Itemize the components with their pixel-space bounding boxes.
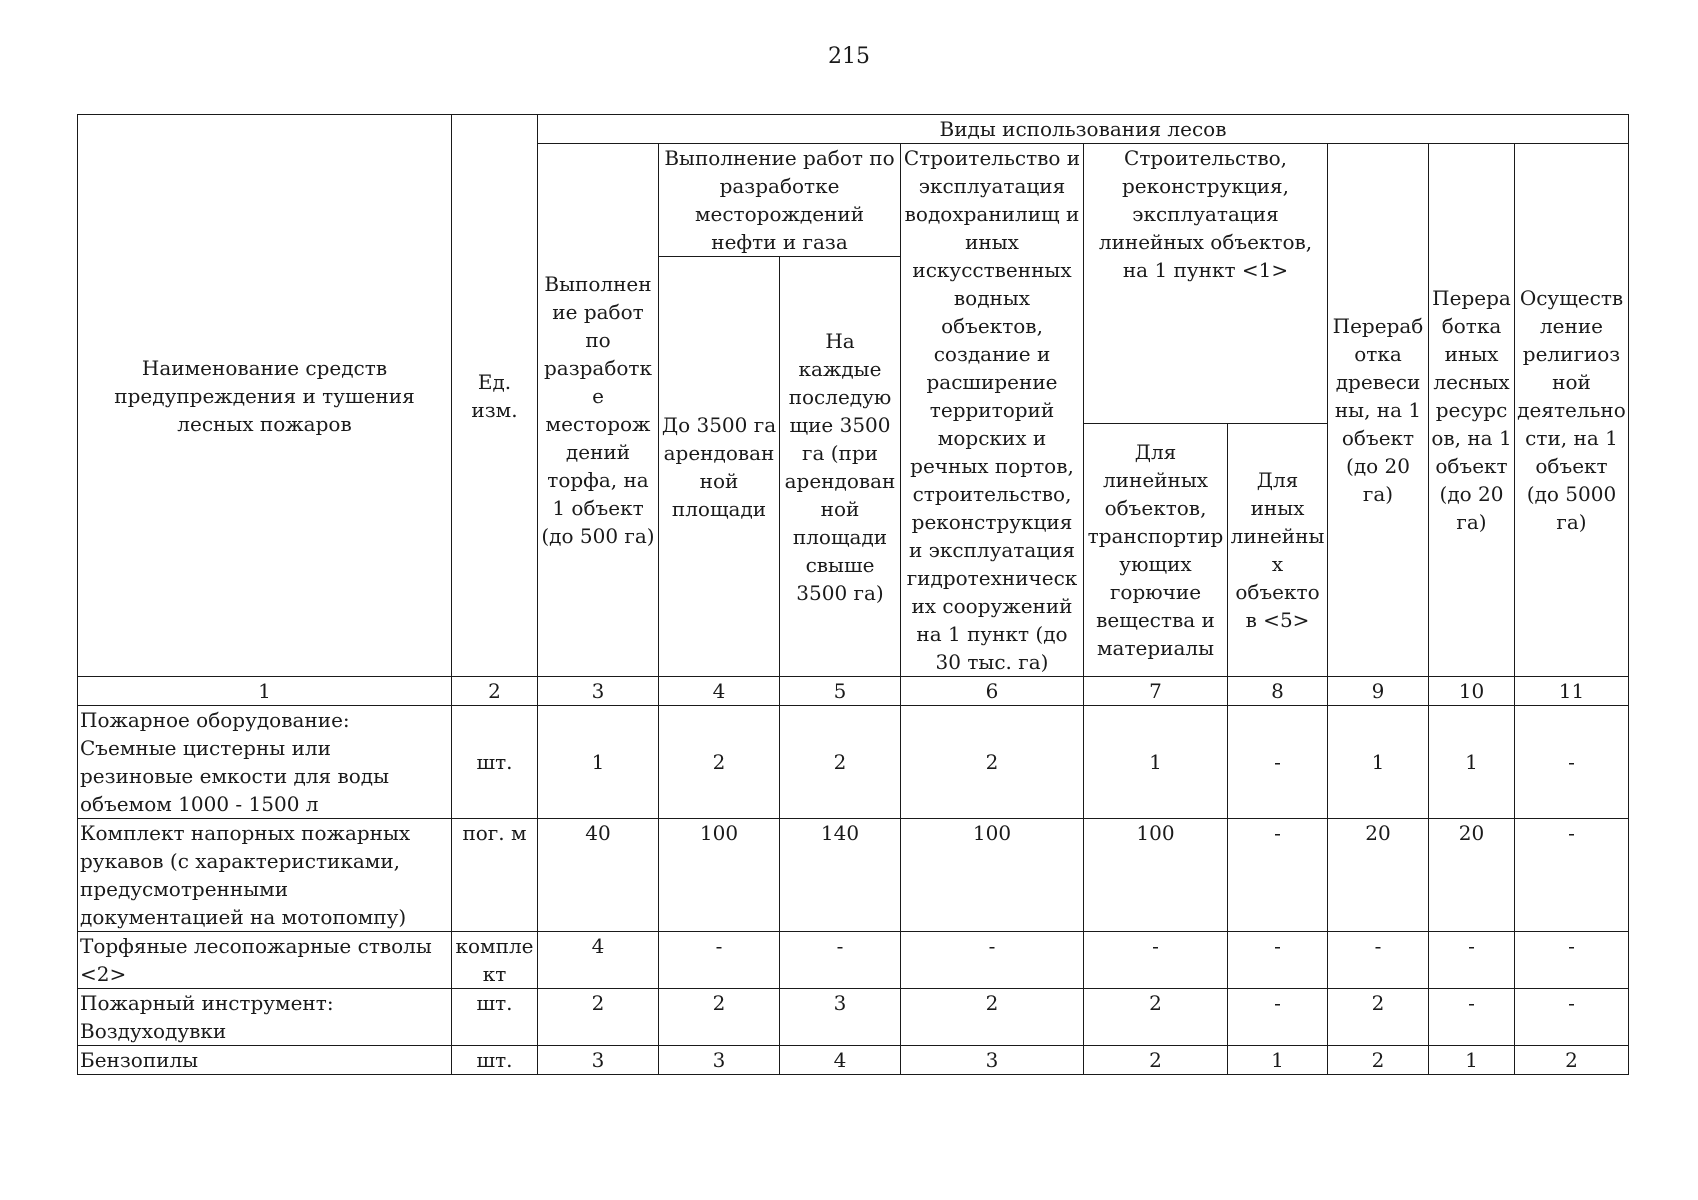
header-oilgas-group: Выполнение работ по разработке месторождений нефти и газа <box>659 144 901 257</box>
table-row <box>78 819 1629 932</box>
row-value: 40 <box>538 819 659 932</box>
row-value: 2 <box>1084 1046 1228 1075</box>
page-number: 215 <box>828 44 870 69</box>
row-value: 2 <box>1328 989 1429 1046</box>
row-name: Пожарный инструмент: Воздуходувки <box>78 989 452 1046</box>
row-value: 4 <box>538 932 659 989</box>
row-value: 2 <box>901 989 1084 1046</box>
row-value: 3 <box>538 1046 659 1075</box>
row-value: 1 <box>1084 706 1228 819</box>
row-value: - <box>1228 819 1328 932</box>
row-value: 100 <box>901 819 1084 932</box>
header-name-column: Наименование средств предупреждения и тушения лесных пожаров <box>78 115 452 677</box>
row-value: 1 <box>538 706 659 819</box>
column-number: 4 <box>659 677 780 706</box>
column-number: 10 <box>1429 677 1515 706</box>
row-value: - <box>780 932 901 989</box>
column-number: 6 <box>901 677 1084 706</box>
column-number: 3 <box>538 677 659 706</box>
table-row <box>78 989 1629 1046</box>
row-name: Комплект напорных пожарных рукавов (с характеристиками, предусмотренными документацией на мотопомпу) <box>78 819 452 932</box>
column-number: 1 <box>78 677 452 706</box>
header-unit-column: Ед. изм. <box>452 115 538 677</box>
table-row <box>78 706 1629 819</box>
column-number: 8 <box>1228 677 1328 706</box>
row-value: 2 <box>1328 1046 1429 1075</box>
column-number-row <box>78 677 1629 706</box>
header-col6: Строительство и эксплуатация водохранилищ и иных искусственных водных объектов, создание и расширение территорий морских и речных портов, строительство, реконструкция и эксплуатация гидротехнических сооружений на 1 пункт (до 30 тыс. га) <box>901 144 1084 677</box>
row-value: 3 <box>901 1046 1084 1075</box>
header-col5: На каждые последующие 3500 га (при арендованной площади свыше 3500 га) <box>780 257 901 677</box>
row-value: - <box>1429 932 1515 989</box>
row-value: 20 <box>1328 819 1429 932</box>
table-row <box>78 1046 1629 1075</box>
row-value: 100 <box>1084 819 1228 932</box>
row-value: 2 <box>659 989 780 1046</box>
header-col3: Выполнение работ по разработке месторождений торфа, на 1 объект (до 500 га) <box>538 144 659 677</box>
header-col9: Переработка древесины, на 1 объект (до 20 га) <box>1328 144 1429 677</box>
row-value: - <box>1429 989 1515 1046</box>
row-value: 1 <box>1429 1046 1515 1075</box>
header-linear-group: Строительство, реконструкция, эксплуатация линейных объектов, на 1 пункт <1> <box>1084 144 1328 424</box>
row-value: - <box>901 932 1084 989</box>
row-value: 2 <box>901 706 1084 819</box>
row-name: Торфяные лесопожарные стволы <2> <box>78 932 452 989</box>
column-number: 11 <box>1515 677 1629 706</box>
header-col8: Для иных линейных объектов <5> <box>1228 424 1328 677</box>
header-group-title: Виды использования лесов <box>538 115 1629 144</box>
row-value: - <box>1228 932 1328 989</box>
row-value: - <box>659 932 780 989</box>
row-unit: комплект <box>452 932 538 989</box>
column-number: 9 <box>1328 677 1429 706</box>
row-value: - <box>1515 706 1629 819</box>
row-value: 3 <box>780 989 901 1046</box>
column-number: 7 <box>1084 677 1228 706</box>
row-unit: шт. <box>452 706 538 819</box>
row-value: - <box>1228 989 1328 1046</box>
column-number: 2 <box>452 677 538 706</box>
header-col7: Для линейных объектов, транспортирующих горючие вещества и материалы <box>1084 424 1228 677</box>
row-value: - <box>1515 932 1629 989</box>
row-value: 3 <box>659 1046 780 1075</box>
row-value: 2 <box>1515 1046 1629 1075</box>
row-value: 1 <box>1429 706 1515 819</box>
row-unit: шт. <box>452 1046 538 1075</box>
row-value: 140 <box>780 819 901 932</box>
header-col10: Переработка иных лесных ресурсов, на 1 объект (до 20 га) <box>1429 144 1515 677</box>
row-value: 2 <box>1084 989 1228 1046</box>
row-value: 1 <box>1228 1046 1328 1075</box>
row-name: Пожарное оборудование: Съемные цистерны или резиновые емкости для воды объемом 1000 - 1500 л <box>78 706 452 819</box>
row-value: 1 <box>1328 706 1429 819</box>
row-value: - <box>1228 706 1328 819</box>
row-value: - <box>1328 932 1429 989</box>
row-value: 20 <box>1429 819 1515 932</box>
table-row <box>78 932 1629 989</box>
row-value: - <box>1084 932 1228 989</box>
row-value: 2 <box>780 706 901 819</box>
forest-fire-equipment-table <box>77 114 1629 1075</box>
row-value: 2 <box>659 706 780 819</box>
row-value: - <box>1515 989 1629 1046</box>
row-value: 100 <box>659 819 780 932</box>
row-value: 2 <box>538 989 659 1046</box>
header-col11: Осуществление религиозной деятельности, на 1 объект (до 5000 га) <box>1515 144 1629 677</box>
row-value: 4 <box>780 1046 901 1075</box>
row-value: - <box>1515 819 1629 932</box>
column-number: 5 <box>780 677 901 706</box>
header-col4: До 3500 га арендованной площади <box>659 257 780 677</box>
row-unit: шт. <box>452 989 538 1046</box>
row-unit: пог. м <box>452 819 538 932</box>
row-name: Бензопилы <box>78 1046 452 1075</box>
